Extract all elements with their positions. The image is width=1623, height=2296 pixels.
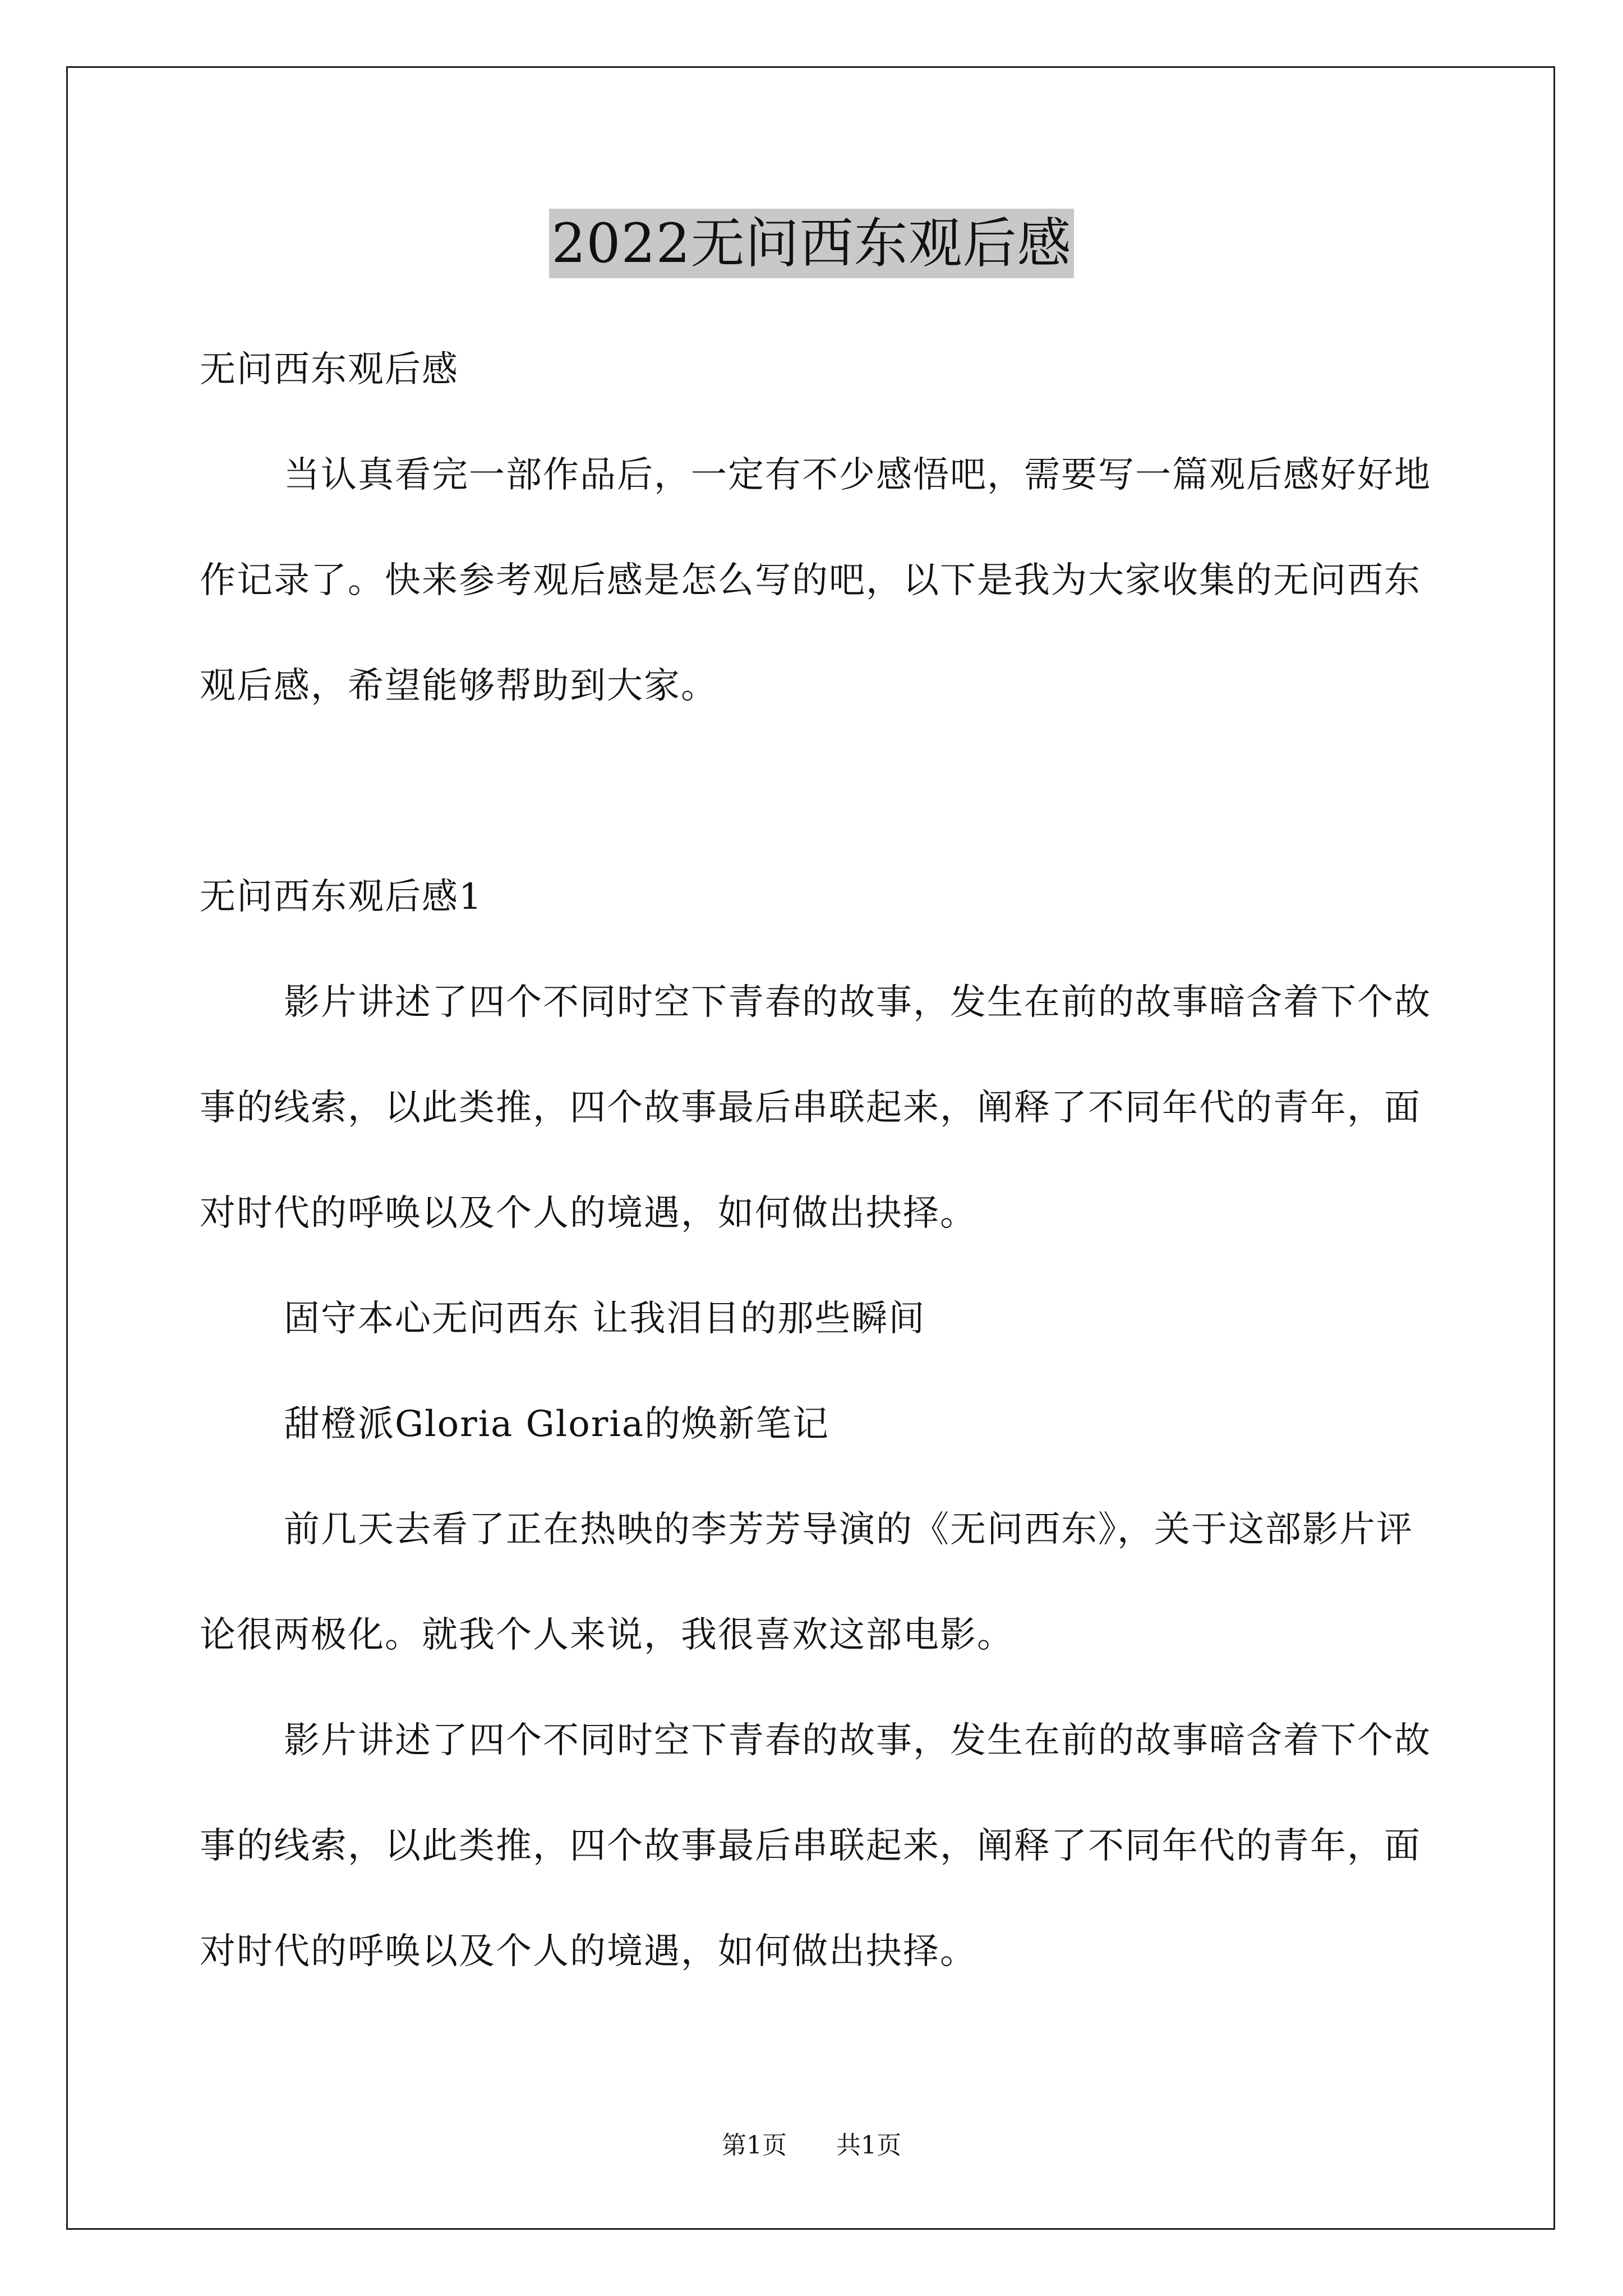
body-paragraph: 影片讲述了四个不同时空下青春的故事，发生在前的故事暗含着下个故事的线索，以此类推，四个故事最后串联起来，阐释了不同年代的青年，面对时代的呼唤以及个人的境遇，如何做出抉择。: [200, 982, 1431, 1234]
page-number-current: 第1页: [722, 2131, 787, 2160]
body-paragraph: 影片讲述了四个不同时空下青春的故事，发生在前的故事暗含着下个故事的线索，以此类推，四个故事最后串联起来，阐释了不同年代的青年，面对时代的呼唤以及个人的境遇，如何做出抉择。: [200, 1720, 1431, 1972]
body-paragraph: 前几天去看了正在热映的李芳芳导演的《无问西东》，关于这部影片评论很两极化。就我个人来说，我很喜欢这部电影。: [200, 1509, 1413, 1656]
body-paragraph: 固守本心无问西东 让我泪目的那些瞬间: [284, 1298, 926, 1340]
page-footer: [0, 2129, 1623, 2162]
intro-heading: 无问西东观后感: [200, 349, 459, 390]
page-number-total: 共1页: [836, 2131, 901, 2160]
document-title: 2022无问西东观后感: [549, 209, 1073, 278]
document-body: [200, 317, 1433, 2004]
body-paragraph: 甜橙派Gloria Gloria的焕新笔记: [284, 1404, 830, 1445]
section-spacer: [200, 739, 1433, 844]
title-container: [0, 209, 1623, 278]
intro-paragraph: 当认真看完一部作品后，一定有不少感悟吧，需要写一篇观后感好好地作记录了。快来参考观后感是怎么写的吧，以下是我为大家收集的无问西东观后感，希望能够帮助到大家。: [200, 454, 1431, 707]
section-heading: 无问西东观后感1: [200, 876, 483, 918]
